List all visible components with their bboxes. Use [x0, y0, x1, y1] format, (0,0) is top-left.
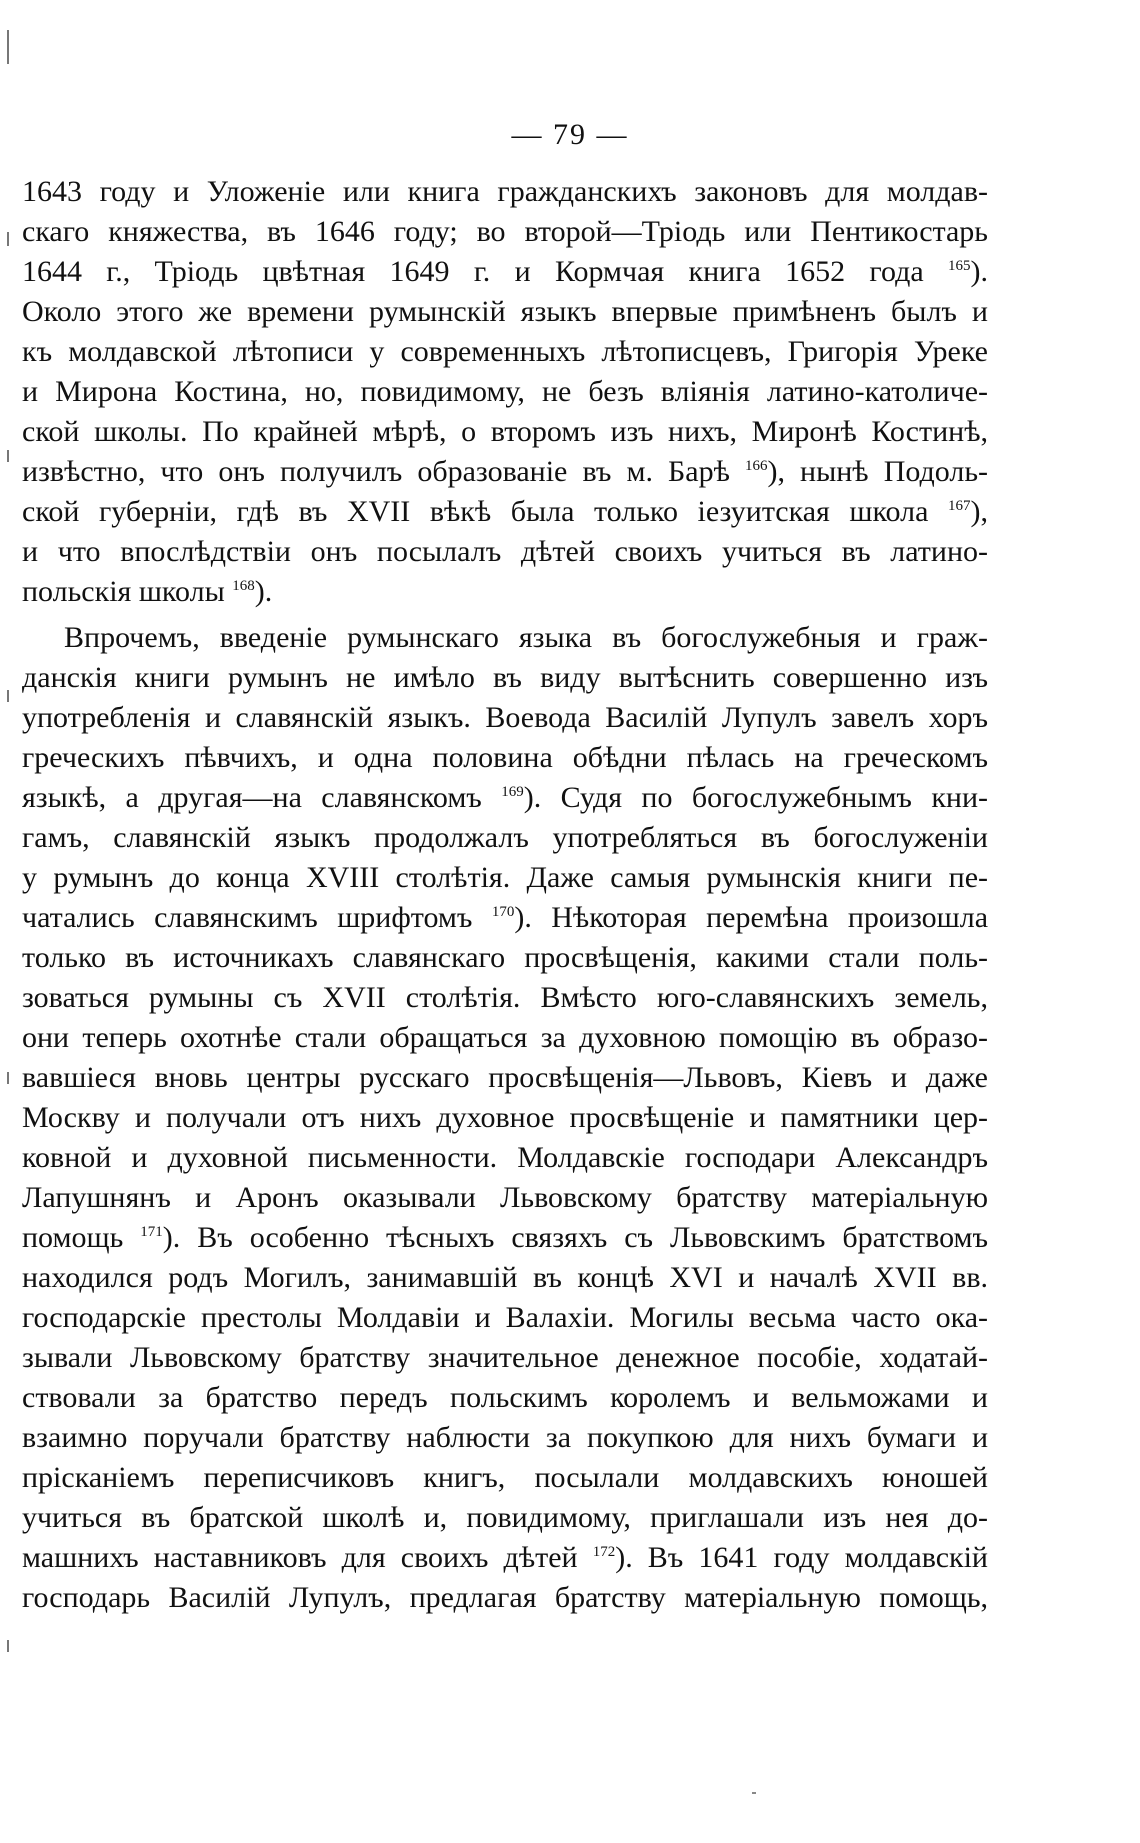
- scan-speck: [752, 1792, 756, 1794]
- text-line: данскія книги румынъ не имѣло въ виду вытѣснить совершенно изъ: [22, 661, 988, 694]
- text-line: только въ источникахъ славянскаго просвѣщенія, какими стали поль-: [22, 941, 988, 974]
- margin-mark: [7, 1640, 9, 1652]
- text-line: находился родъ Могилъ, занимавшій въ концѣ XVI и началѣ XVII вв.: [22, 1261, 988, 1294]
- text-line: извѣстно, что онъ получилъ образованіе въ м. Барѣ $^{166}$), нынѣ Подоль-: [22, 455, 989, 488]
- text-line: польскія школы $^{168}$).: [22, 575, 273, 608]
- footnote-ref: 166: [744, 458, 768, 474]
- text-line: зывали Львовскому братству значительное денежное пособіе, ходатай-: [22, 1341, 988, 1374]
- footnote-ref: 167: [948, 498, 971, 514]
- text-line: взаимно поручали братству наблюсти за покупкою для нихъ бумаги и: [22, 1421, 988, 1454]
- text-line: гамъ, славянскій языкъ продолжалъ употребляться въ богослуженіи: [22, 821, 988, 854]
- text-line: вавшіеся вновь центры русскаго просвѣщенія—Львовъ, Кіевъ и даже: [22, 1061, 988, 1094]
- text-line: и Мирона Костина, но, повидимому, не безъ вліянія латино-католиче-: [22, 375, 988, 408]
- text-line: и что впослѣдствіи онъ посылалъ дѣтей своихъ учиться въ латино-: [22, 535, 988, 568]
- text-line: ковной и духовной письменности. Молдавскіе господари Александръ: [22, 1141, 988, 1174]
- footnote-ref: 168: [232, 578, 255, 594]
- text-line: прісканіемъ переписчиковъ книгъ, посылали молдавскихъ юношей: [22, 1461, 988, 1494]
- text-line: Москву и получали отъ нихъ духовное просвѣщеніе и памятники цер-: [22, 1101, 988, 1134]
- text-line: къ молдавской лѣтописи у современныхъ лѣтописцевъ, Григорія Уреке: [22, 335, 988, 368]
- text-line: языкѣ, а другая—на славянскомъ $^{169}$). Судя по богослужебнымъ кни-: [22, 781, 988, 814]
- footnote-ref: 171: [140, 1224, 163, 1240]
- text-line: ствовали за братство передъ польскимъ королемъ и вельможами и: [22, 1381, 988, 1414]
- margin-mark: [7, 690, 9, 702]
- text-line: скаго княжества, въ 1646 году; во второй—Тріодь или Пентикостарь: [22, 215, 988, 248]
- text-line: Впрочемъ, введеніе румынскаго языка въ богослужебныя и граж-: [64, 621, 988, 654]
- text-line: машнихъ наставниковъ для своихъ дѣтей $^{172}$). Въ 1641 году молдавскій: [22, 1541, 988, 1574]
- footnote-ref: 170: [491, 904, 515, 920]
- margin-mark: [7, 232, 9, 246]
- text-line: греческихъ пѣвчихъ, и одна половина обѣдни пѣлась на греческомъ: [22, 741, 988, 774]
- text-line: Лапушнянъ и Аронъ оказывали Львовскому братству матеріальную: [22, 1181, 988, 1214]
- text-line: чатались славянскимъ шрифтомъ $^{170}$). Нѣкоторая перемѣна произошла: [22, 901, 989, 934]
- text-line: употребленія и славянскій языкъ. Воевода Василій Лупулъ завелъ хоръ: [22, 701, 988, 734]
- text-line: у румынъ до конца XVIII столѣтія. Даже самыя румынскія книги пе-: [22, 861, 988, 894]
- text-line: Около этого же времени румынскій языкъ впервые примѣненъ былъ и: [22, 295, 988, 328]
- margin-mark: [7, 450, 9, 462]
- footnote-ref: 172: [592, 1544, 616, 1560]
- text-line: господарь Василій Лупулъ, предлагая братству матеріальную помощь,: [22, 1581, 988, 1614]
- text-line: 1643 году и Уложеніе или книга гражданскихъ законовъ для молдав-: [22, 175, 988, 208]
- text-line: они теперь охотнѣе стали обращаться за духовною помощію въ образо-: [22, 1021, 988, 1054]
- text-line: учиться въ братской школѣ и, повидимому, приглашали изъ нея до-: [22, 1501, 988, 1534]
- footnote-ref: 165: [948, 258, 971, 274]
- page-number: — 79 —: [511, 118, 629, 151]
- text-line: ской губерніи, гдѣ въ XVII вѣкѣ была только іезуитская школа $^{167}$),: [22, 495, 989, 528]
- text-line: господарскіе престолы Молдавіи и Валахіи. Могилы весьма часто ока-: [22, 1301, 988, 1334]
- text-line: зоваться румыны съ XVII столѣтія. Вмѣсто юго-славянскихъ земель,: [22, 981, 988, 1014]
- margin-mark: [7, 1072, 9, 1084]
- text-line: ской школы. По крайней мѣрѣ, о второмъ изъ нихъ, Миронѣ Костинѣ,: [22, 415, 988, 448]
- text-line: помощь $^{171}$). Въ особенно тѣсныхъ связяхъ съ Львовскимъ братствомъ: [22, 1221, 989, 1254]
- text-line: 1644 г., Тріодь цвѣтная 1649 г. и Кормчая книга 1652 года $^{165}$).: [22, 255, 989, 288]
- footnote-ref: 169: [501, 784, 524, 800]
- margin-mark: [7, 30, 9, 64]
